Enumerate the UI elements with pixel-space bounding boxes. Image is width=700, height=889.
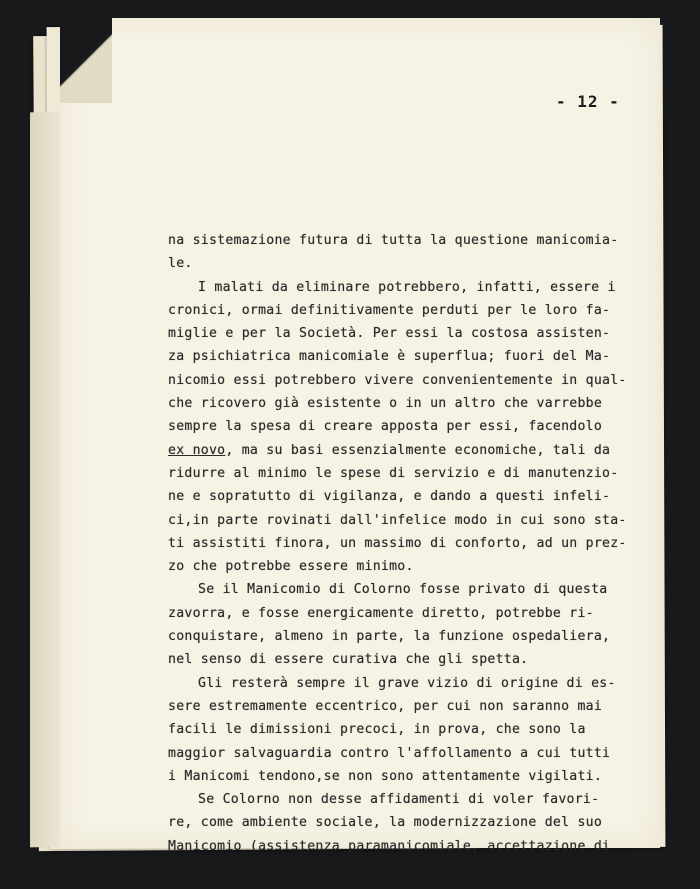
- line-text: nicomio essi potrebbero vivere convenientemente in qual-: [168, 372, 627, 388]
- line-text: i Manicomi tendono,se non sono attentamente vigilati.: [168, 768, 603, 784]
- line-text: Se il Manicomio di Colorno fosse privato di questa: [198, 582, 608, 598]
- page-number: - 12 -: [556, 92, 620, 111]
- text-line: [168, 835, 611, 858]
- text-line: [168, 415, 603, 438]
- text-line: [168, 742, 611, 765]
- typewritten-text: [168, 229, 627, 858]
- text-line: [168, 811, 603, 834]
- line-text: nel senso di essere curativa che gli spetta.: [168, 652, 529, 668]
- folded-corner: [60, 18, 112, 103]
- line-text: miglie e per la Società. Per essi la costosa assisten-: [168, 326, 611, 342]
- line-text: re, come ambiente sociale, la modernizzazione del suo: [168, 815, 603, 831]
- line-text: Se Colorno non desse affidamenti di voler favori-: [198, 792, 600, 808]
- text-line: [168, 648, 598, 671]
- line-text: sempre la spesa di creare apposta per essi, facendolo: [168, 419, 603, 435]
- text-line: [168, 555, 598, 578]
- line-text: conquistare, almeno in parte, la funzione ospedaliera,: [168, 629, 611, 645]
- text-line: [168, 229, 619, 252]
- line-text: ridurre al minimo le spese di servizio e di manutenzio-: [168, 465, 619, 481]
- line-text: facili le dimissioni precoci, in prova, che sono la: [168, 722, 586, 738]
- line-text: ti assistiti finora, un massimo di conforto, ad un prez-: [168, 535, 627, 551]
- text-line: [168, 252, 598, 275]
- line-text: na sistemazione futura di tutta la questione manicomia-: [168, 233, 619, 248]
- line-text: maggior salvaguardia contro l'affollamento a cui tutti: [168, 745, 611, 761]
- line-text: sere estremamente eccentrico, per cui non saranno mai: [168, 698, 603, 714]
- text-line: [168, 299, 611, 322]
- text-line: [168, 369, 627, 392]
- text-line: [168, 439, 611, 462]
- text-line: [168, 672, 616, 695]
- text-line: [168, 276, 616, 299]
- text-line: [168, 485, 611, 508]
- line-text: Manicomio (assistenza paramanicomiale, accettazione di: [168, 838, 611, 854]
- line-text: I malati da eliminare potrebbero, infatti, essere i: [198, 279, 616, 295]
- text-line: [168, 345, 611, 368]
- line-text: zavorra, e fosse energicamente diretto, potrebbe ri-: [168, 605, 594, 621]
- text-line: [168, 578, 608, 601]
- text-line: [168, 392, 603, 415]
- line-text: , ma su basi essenzialmente economiche, tali da: [225, 442, 611, 458]
- line-text: cronici, ormai definitivamente perduti per le loro fa-: [168, 302, 611, 318]
- text-line: [168, 718, 598, 741]
- line-text: le.: [168, 256, 193, 272]
- line-text: zo che potrebbe essere minimo.: [168, 559, 414, 575]
- text-line: [168, 509, 627, 532]
- underlined-text: ex novo: [168, 442, 226, 458]
- text-line: [168, 788, 598, 811]
- text-line: [168, 625, 611, 648]
- text-line: [168, 532, 627, 555]
- line-text: Gli resterà sempre il grave vizio di origine di es-: [198, 675, 616, 691]
- line-text: ci,in parte rovinati dall'infelice modo in cui sono sta-: [168, 512, 627, 528]
- line-text: za psichiatrica manicomiale è superflua; fuori del Ma-: [168, 349, 611, 365]
- line-text: che ricovero già esistente o in un altro che varrebbe: [168, 396, 603, 412]
- text-line: [168, 462, 619, 485]
- line-text: ne e sopratutto di vigilanza, e dando a questi infeli-: [168, 489, 611, 505]
- text-line: [168, 602, 598, 625]
- text-line: [168, 322, 611, 345]
- text-line: [168, 765, 603, 788]
- text-line: [168, 695, 603, 718]
